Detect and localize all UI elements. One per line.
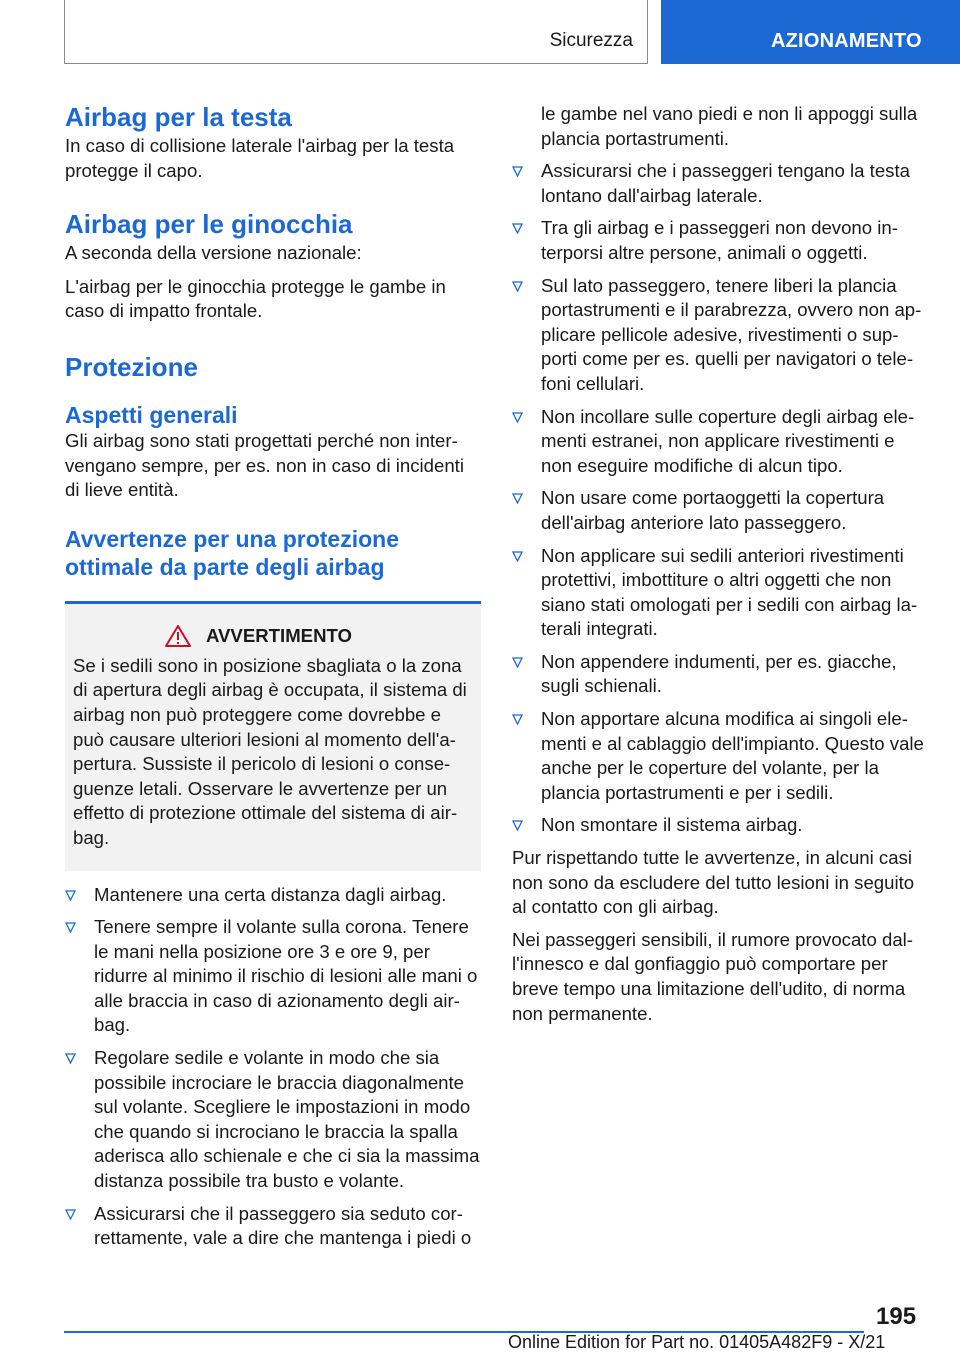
header-chapter-tab (661, 0, 960, 64)
bullet-triangle-icon (512, 223, 523, 234)
left-bullet-list (65, 883, 481, 1251)
bullet-triangle-icon (65, 1053, 76, 1064)
warning-triangle-icon (164, 624, 192, 648)
bullet-triangle-icon (512, 281, 523, 292)
bullet-triangle-icon (512, 412, 523, 423)
list-item (65, 915, 481, 1038)
list-item (65, 883, 481, 908)
heading-aspetti-generali: Aspetti generali (65, 401, 238, 428)
warning-box (65, 601, 481, 871)
right-column (512, 102, 928, 1026)
list-item-text: Non incollare sulle coperture degli airbag elementi estranei, non applicare rivestimenti e non eseguire modifiche di alcun tipo. (541, 405, 915, 476)
list-item-text: Non smontare il sistema airbag. (541, 814, 803, 836)
paragraph-avvertenze-1: Pur rispettando tutte le avvertenze, in alcuni casi non sono da escludere del tutto lesioni in seguito al contatto con gli airbag. (512, 847, 915, 918)
bullet-triangle-icon (512, 820, 523, 831)
paragraph-aspetti-generali: Gli airbag sono stati progettati perché non intervengano sempre, per es. non in caso di incidenti di lieve entità. (65, 429, 464, 501)
list-item (512, 650, 928, 699)
heading-airbag-ginocchia: Airbag per le ginocchia (65, 209, 353, 240)
paragraph-ginocchia-2: L'airbag per le ginocchia protegge le gambe in caso di impatto frontale. (65, 275, 446, 322)
list-item-text: Non apportare alcuna modifica ai singoli elementi e al cablaggio dell'impianto. Questo vale anche per le coperture del volante, per la plancia portastrumenti e per i sedili. (541, 708, 924, 803)
paragraph-airbag-testa: In caso di collisione laterale l'airbag per la testa protegge il capo. (65, 135, 455, 181)
list-item (512, 159, 928, 208)
bullet-triangle-icon (65, 922, 76, 933)
list-item-text: Non applicare sui sedili anteriori rivestimenti protettivi, imbottiture o altri oggetti che non siano stati omologati per i sedili con airbag laterali integrati. (541, 544, 918, 640)
warning-title-row (73, 624, 473, 648)
bullet-triangle-icon (512, 166, 523, 177)
list-item-text: le gambe nel vano piedi e non li appoggi sulla plancia portastrumenti. (541, 103, 918, 149)
page-number: 195 (876, 1303, 917, 1330)
bullet-triangle-icon (512, 714, 523, 725)
paragraph-avvertenze-2: Nei passeggeri sensibili, il rumore provocato dall'innesco e dal gonfiaggio può comportare per breve tempo una limitazione dell'udito, di norma non permanente. (512, 928, 913, 1024)
list-item (512, 274, 928, 397)
list-item-text: Tra gli airbag e i passeggeri non devono interporsi altre persone, animali o oggetti. (541, 217, 898, 263)
heading-protezione: Protezione (65, 351, 198, 382)
list-item (512, 707, 928, 805)
left-column (65, 100, 481, 1251)
bullet-triangle-icon (65, 890, 76, 901)
list-item (65, 1202, 481, 1251)
list-item-text: Assicurarsi che il passeggero sia seduto correttamente, vale a dire che mantenga i piedi o (94, 1202, 472, 1249)
list-item (512, 544, 928, 642)
right-bullet-list (512, 102, 928, 838)
list-item (65, 1046, 481, 1194)
list-item-continuation (512, 102, 928, 151)
list-item-text: Non appendere indumenti, per es. giacche, sugli schienali. (541, 650, 897, 697)
list-item (512, 405, 928, 479)
bullet-triangle-icon (512, 551, 523, 562)
bullet-triangle-icon (512, 493, 523, 504)
header-section-title: Sicurezza (549, 30, 633, 51)
list-item-text: Assicurarsi che i passeggeri tengano la testa lontano dall'airbag laterale. (541, 160, 910, 206)
list-item-text: Non usare come portaoggetti la copertura dell'airbag anteriore lato passeggero. (541, 487, 885, 533)
list-item-text: Sul lato passeggero, tenere liberi la plancia portastrumenti e il parabrezza, ovvero non applicare pellicole adesive, rivestimenti o supporti come per es. quelli per navigatori o telefoni cellulari. (541, 274, 922, 394)
list-item-text: Regolare sedile e volante in modo che sia possibile incrociare le braccia diagonalmente sul volante. Scegliere le impostazioni in modo che quando si incrociano le braccia la spalla aderisca allo schienale e che ci sia la massima distanza possibile tra busto e volante. (94, 1047, 480, 1192)
list-item (512, 813, 928, 838)
header-section-box (64, 0, 648, 64)
list-item (512, 486, 928, 535)
list-item-text: Tenere sempre il volante sulla corona. Tenere le mani nella posizione ore 3 e ore 9, per ridurre al minimo il rischio di lesioni alle mani o alle braccia in caso di azionamento degli airbag. (94, 916, 478, 1036)
paragraph-ginocchia-1: A seconda della versione nazionale: (65, 242, 362, 264)
bullet-triangle-icon (512, 657, 523, 668)
header-chapter-title: AZIONAMENTO (771, 30, 922, 52)
footer-edition: Online Edition for Part no. 01405A482F9 - X/21 (508, 1332, 886, 1352)
list-item-text: Mantenere una certa distanza dagli airbag. (94, 883, 447, 905)
warning-title: AVVERTIMENTO (205, 624, 352, 646)
heading-avvertenze: Avvertenze per una protezione ottimale da parte degli airbag (65, 525, 400, 580)
heading-airbag-testa: Airbag per la testa (65, 102, 292, 132)
bullet-triangle-icon (65, 1209, 76, 1220)
list-item (512, 216, 928, 265)
warning-text: Se i sedili sono in posizione sbagliata o la zona di apertura degli airbag è occupata, il sistema di airbag non può proteggere come dovrebbe e può causare ulteriori lesioni al momento dell'apertura. Sussiste il pericolo di lesioni o conseguenze letali. Osservare le avvertenze per un effetto di protezione ottimale del sistema di airbag. (73, 654, 467, 848)
